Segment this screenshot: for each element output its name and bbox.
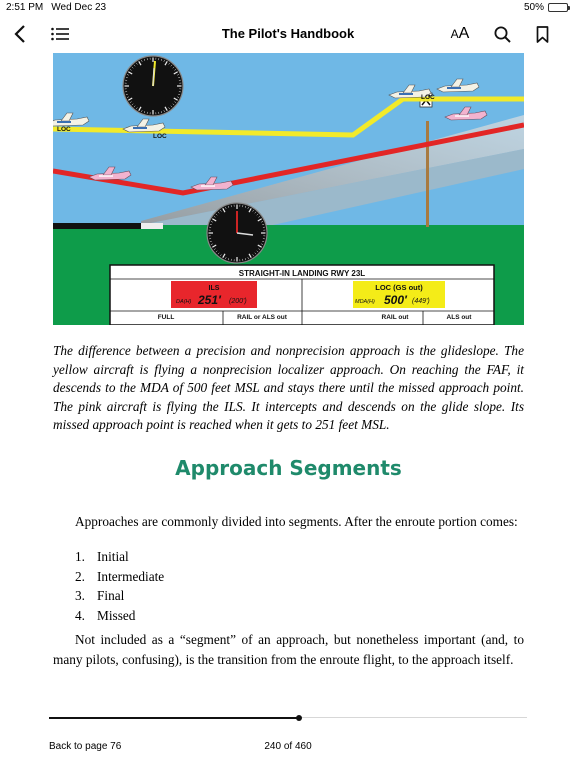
status-time: 2:51 PM bbox=[6, 2, 44, 13]
list-number: 1. bbox=[75, 549, 85, 564]
bookmark-button[interactable] bbox=[528, 20, 556, 48]
list-label: Intermediate bbox=[97, 568, 165, 584]
approach-illustration bbox=[53, 53, 524, 325]
minimums-title: STRAIGHT-IN LANDING RWY 23L bbox=[238, 269, 366, 278]
runway-threshold bbox=[141, 223, 163, 229]
section-heading: Approach Segments bbox=[175, 456, 402, 480]
loc-mda-value: 500′ bbox=[384, 293, 407, 307]
list-number: 4. bbox=[75, 607, 85, 623]
font-large-glyph: A bbox=[458, 25, 470, 42]
ils-label: ILS bbox=[208, 285, 220, 292]
runway bbox=[53, 223, 141, 229]
list-item bbox=[75, 586, 164, 606]
list-number: 3. bbox=[75, 588, 85, 603]
battery-icon bbox=[548, 3, 568, 12]
list-number: 2. bbox=[75, 568, 85, 584]
intro-paragraph: Approaches are commonly divided into segments. After the enroute portion comes: bbox=[75, 514, 518, 529]
loc-label-middle: LOC bbox=[153, 133, 167, 140]
search-button[interactable] bbox=[488, 20, 516, 48]
minimums-table bbox=[110, 265, 494, 325]
transition-paragraph: Not included as a “segment” of an approach, but nonetheless important (and, to many pilots, confusing), is the transition from the enroute flight, to the approach itself. bbox=[53, 632, 524, 667]
list-label: Final bbox=[97, 588, 125, 603]
segment-list bbox=[75, 547, 164, 625]
reader-toolbar bbox=[0, 16, 576, 52]
loc-mda-height: (449') bbox=[412, 298, 430, 305]
battery-percent: 50% bbox=[523, 2, 544, 13]
bookmark-icon bbox=[536, 26, 549, 43]
loc-mda-label: MDA(H) bbox=[355, 299, 375, 305]
page-scrubber[interactable] bbox=[49, 717, 527, 718]
list-item bbox=[75, 547, 164, 567]
stopwatch-top bbox=[123, 56, 183, 116]
ils-da-label: DA(H) bbox=[176, 299, 192, 305]
loc-gs-label: LOC (GS out) bbox=[375, 283, 423, 292]
status-date: Wed Dec 23 bbox=[51, 2, 107, 13]
font-size-icon bbox=[451, 25, 470, 43]
page-indicator: 240 of 460 bbox=[264, 741, 312, 752]
back-to-page-link[interactable]: Back to page 76 bbox=[49, 741, 122, 752]
scrubber-fill bbox=[49, 717, 299, 719]
list-item bbox=[75, 567, 164, 587]
col-full: FULL bbox=[157, 314, 175, 321]
stopwatch-bottom bbox=[207, 203, 267, 263]
approach-diagram bbox=[53, 53, 524, 325]
ils-da-height: (200') bbox=[229, 298, 247, 305]
list-item bbox=[75, 606, 164, 626]
font-size-button[interactable] bbox=[444, 20, 476, 48]
loc-label-left: LOC bbox=[57, 126, 71, 133]
localizer-mast bbox=[426, 121, 429, 227]
list-label: Missed bbox=[97, 607, 136, 623]
font-small-glyph: A bbox=[450, 27, 459, 41]
list-label: Initial bbox=[97, 549, 129, 564]
col-rail: RAIL out bbox=[381, 314, 409, 321]
col-rail-als: RAIL or ALS out bbox=[237, 314, 287, 321]
ils-da-value: 251′ bbox=[198, 293, 221, 307]
loc-label-right: LOC bbox=[421, 94, 435, 101]
book-title: The Pilot's Handbook bbox=[221, 26, 355, 41]
scrubber-handle[interactable] bbox=[296, 715, 302, 721]
status-bar bbox=[0, 0, 576, 16]
figure-caption: The difference between a precision and nonprecision approach is the glideslope. The yellow aircraft is flying a nonprecision localizer approach. On reaching the FAF, it descends to the MDA of 500 feet MSL and stays there until the missed approach point. The pink aircraft is flying the ILS. It intercepts and descends on the glide slope. Its missed approach point is reached when it gets to 251 feet MSL. bbox=[53, 343, 524, 432]
search-icon bbox=[494, 26, 511, 43]
col-als: ALS out bbox=[446, 314, 472, 321]
